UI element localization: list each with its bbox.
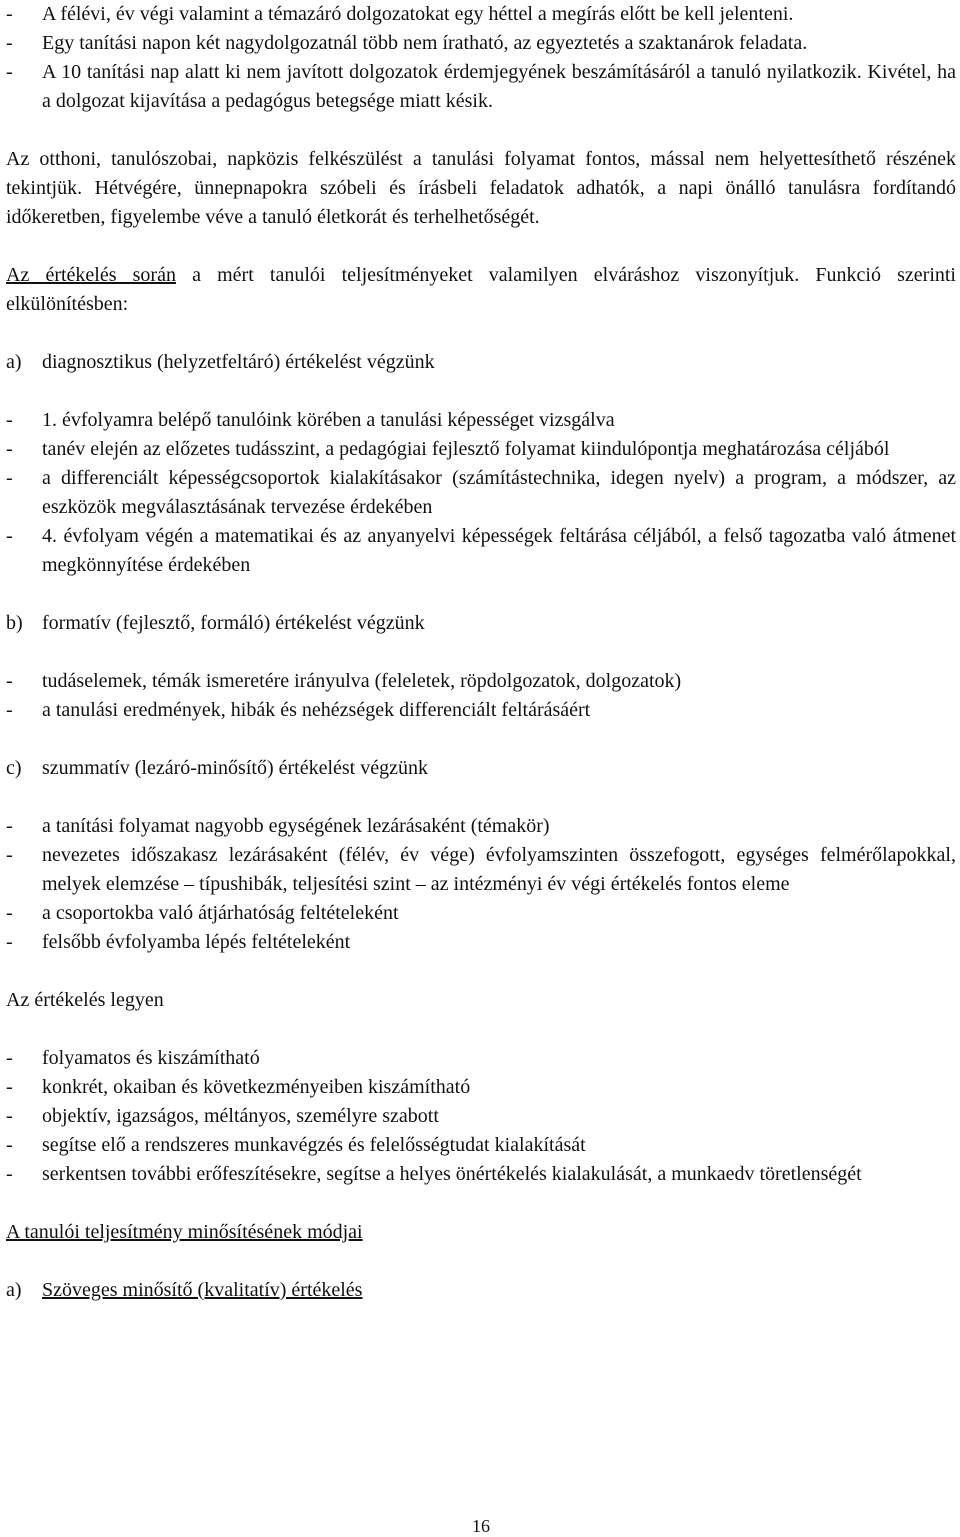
section-heading-text: diagnosztikus (helyzetfeltáró) értékelést végzünk [42,351,435,373]
list-item [6,696,956,725]
list-item [6,1160,956,1189]
section-heading-text: szummatív (lezáró-minősítő) értékelést végzünk [42,757,428,779]
list-item-text: A 10 tanítási nap alatt ki nem javított dolgozatok érdemjegyének beszámításáról a tanuló nyilatkozik. Kivétel, ha a dolgozat kijavítása a pedagógus betegsége miatt késik. [42,61,956,112]
evaluation-should-list [6,1044,956,1189]
list-item [6,406,956,435]
list-marker: - [6,409,13,431]
list-marker: - [6,61,13,83]
list-item [6,928,956,957]
list-item-text: 4. évfolyam végén a matematikai és az anyanyelvi képességek feltárása céljából, a felső tagozatba való átmenet megkönnyítése érdekében [42,525,956,576]
section-a-list [6,406,956,580]
list-marker: - [6,525,13,547]
list-item [6,58,956,116]
list-item-text: 1. évfolyamra belépő tanulóink körében a tanulási képességet vizsgálva [42,409,615,431]
list-item [6,522,956,580]
list-item [6,464,956,522]
list-item [6,1102,956,1131]
subsection-a-heading [6,1276,956,1305]
list-item-text: a tanítási folyamat nagyobb egységének lezárásaként (témakör) [42,815,550,837]
list-item-text: serkentsen további erőfeszítésekre, segítse a helyes önértékelés kialakulását, a munkaedv töretlenségét [42,1163,862,1185]
list-item [6,841,956,899]
list-item [6,29,956,58]
page-number: 16 [472,1516,490,1536]
list-marker: - [6,1163,13,1185]
list-item-text: a tanulási eredmények, hibák és nehézségek differenciált feltárásáért [42,699,591,721]
section-marker: b) [6,612,23,634]
section-c-list [6,812,956,957]
list-marker: - [6,1105,13,1127]
list-item-text: tudáselemek, témák ismeretére irányulva (feleletek, röpdolgozatok, dolgozatok) [42,670,682,692]
list-item-text: Egy tanítási napon két nagydolgozatnál több nem íratható, az egyeztetés a szaktanárok feladata. [42,32,808,54]
list-marker: - [6,699,13,721]
list-item-text: a csoportokba való átjárhatóság feltételeként [42,902,399,924]
evaluation-intro [6,261,956,319]
list-item-text: tanév elején az előzetes tudásszint, a pedagógiai fejlesztő folyamat kiindulópontja meghatározása céljából [42,438,890,460]
list-item-text: a differenciált képességcsoportok kialakításakor (számítástechnika, idegen nyelv) a program, a módszer, az eszközök megválasztásának tervezése érdekében [42,467,956,518]
list-marker: - [6,815,13,837]
list-item [6,812,956,841]
list-marker: - [6,3,13,25]
list-item [6,0,956,29]
list-item [6,435,956,464]
section-marker: c) [6,757,22,779]
list-item-text: konkrét, okaiban és következményeiben kiszámítható [42,1076,471,1098]
list-marker: - [6,902,13,924]
list-item-text: folyamatos és kiszámítható [42,1047,260,1069]
list-marker: - [6,438,13,460]
top-list [6,0,956,116]
section-b-list [6,667,956,725]
list-item [6,899,956,928]
performance-heading: A tanulói teljesítmény minősítésének módjai [6,1221,363,1243]
evaluation-should-heading: Az értékelés legyen [6,989,164,1011]
evaluation-intro-underlined: Az értékelés során [6,264,176,286]
list-item-text: segítse elő a rendszeres munkavégzés és felelősségtudat kialakítását [42,1134,586,1156]
document-page [6,0,956,1537]
list-item [6,1073,956,1102]
homework-paragraph: Az otthoni, tanulószobai, napközis felkészülést a tanulási folyamat fontos, mással nem helyettesíthető részének tekintjük. Hétvégére, ünnepnapokra szóbeli és írásbeli feladatok adhatók, a napi önálló tanulásra fordítandó időkeretben, figyelembe véve a tanuló életkorát és terhelhetőségét. [6,148,956,228]
list-marker: - [6,670,13,692]
list-item [6,1044,956,1073]
list-item [6,667,956,696]
section-a-heading [6,348,956,377]
list-marker: - [6,1134,13,1156]
section-heading-text: formatív (fejlesztő, formáló) értékelést végzünk [42,612,425,634]
list-marker: - [6,844,13,866]
section-marker: a) [6,351,22,373]
evaluation-intro-rest: a mért tanulói teljesítményeket valamilyen elváráshoz viszonyítjuk. Funkció szerinti elkülönítésben: [6,264,956,315]
list-item-text: nevezetes időszakasz lezárásaként (félév, év vége) évfolyamszinten összefogott, egységes felmérőlapokkal, melyek elemzése – típushibák, teljesítési szint – az intézményi év végi értékelés fontos eleme [42,844,956,895]
list-marker: - [6,467,13,489]
list-marker: - [6,32,13,54]
section-marker: a) [6,1279,22,1301]
list-item-text: felsőbb évfolyamba lépés feltételeként [42,931,351,953]
list-marker: - [6,1076,13,1098]
list-item-text: objektív, igazságos, méltányos, személyre szabott [42,1105,439,1127]
section-heading-text: Szöveges minősítő (kvalitatív) értékelés [42,1279,363,1301]
section-b-heading [6,609,956,638]
list-item-text: A félévi, év végi valamint a témazáró dolgozatokat egy héttel a megírás előtt be kell jelenteni. [42,3,794,25]
list-item [6,1131,956,1160]
list-marker: - [6,1047,13,1069]
list-marker: - [6,931,13,953]
section-c-heading [6,754,956,783]
